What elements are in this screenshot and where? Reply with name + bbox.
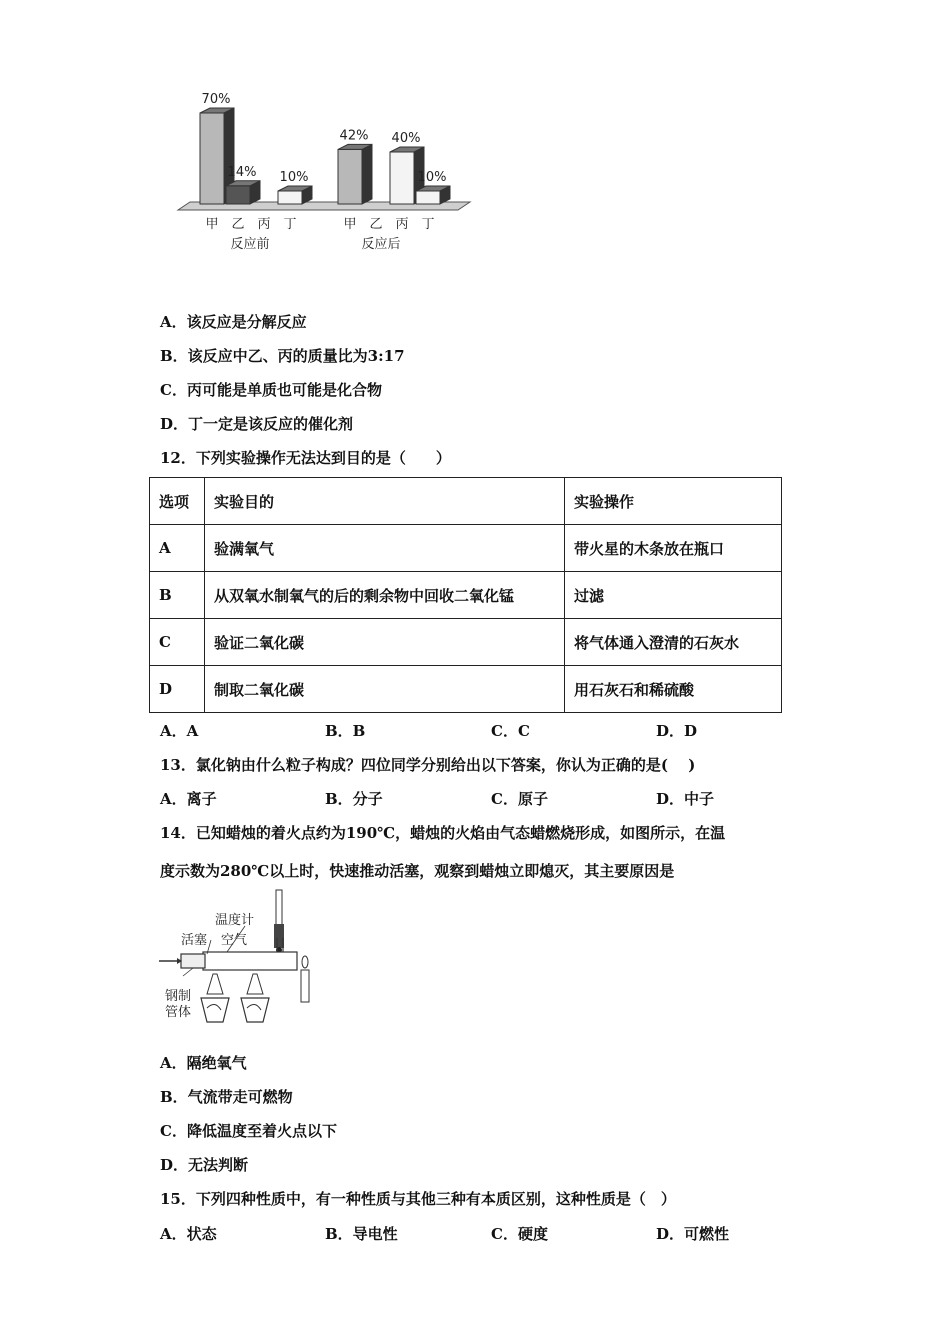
label-thermometer: 温度计 bbox=[215, 913, 255, 928]
bar bbox=[278, 186, 312, 204]
table-row bbox=[150, 666, 782, 713]
q15-option-d: D．可燃性 bbox=[656, 1225, 730, 1243]
q15-option-a: A．状态 bbox=[160, 1225, 217, 1243]
q12-option-b: B．B bbox=[325, 722, 366, 740]
bar-chart bbox=[170, 82, 480, 257]
row-key: A bbox=[150, 525, 205, 572]
row-operation: 将气体通入澄清的石灰水 bbox=[565, 619, 782, 666]
table-header-row bbox=[150, 478, 782, 525]
data-label: 40% bbox=[391, 131, 421, 146]
category-label: 丁 bbox=[283, 217, 297, 232]
row-purpose: 验证二氧化碳 bbox=[205, 619, 565, 666]
q15-stem: 15．下列四种性质中，有一种性质与其他三种有本质区别，这种性质是（ ） bbox=[160, 1190, 676, 1208]
experiment-table bbox=[149, 477, 782, 713]
q12-option-d: D．D bbox=[656, 722, 698, 740]
q13-option-d: D．中子 bbox=[656, 790, 715, 808]
q14-stem-line2: 度示数为280℃以上时，快速推动活塞，观察到蜡烛立即熄灭，其主要原因是 bbox=[160, 862, 675, 880]
group-label-after: 反应后 bbox=[361, 237, 401, 252]
bar bbox=[338, 144, 372, 204]
q15-option-c: C．硬度 bbox=[491, 1225, 548, 1243]
row-purpose: 从双氧水制氧气的后的剩余物中回收二氧化锰 bbox=[205, 572, 565, 619]
category-label: 甲 bbox=[343, 217, 357, 232]
q14-option-b: B．气流带走可燃物 bbox=[160, 1088, 293, 1106]
category-label: 丙 bbox=[257, 217, 271, 232]
q14-stem-line1: 14．已知蜡烛的着火点约为190℃，蜡烛的火焰由气态蜡燃烧形成，如图所示，在温 bbox=[160, 824, 726, 842]
category-label: 丁 bbox=[421, 217, 435, 232]
q12-option-c: C．C bbox=[491, 722, 530, 740]
q11-option-d: D．丁一定是该反应的催化剂 bbox=[160, 415, 354, 433]
row-key: C bbox=[150, 619, 205, 666]
row-key: B bbox=[150, 572, 205, 619]
row-purpose: 验满氧气 bbox=[205, 525, 565, 572]
q12-option-a: A．A bbox=[160, 722, 199, 740]
data-label: 10% bbox=[417, 170, 447, 185]
q13-stem: 13．氯化钠由什么粒子构成？四位同学分别给出以下答案，你认为正确的是( ) bbox=[160, 756, 696, 774]
label-tube-2: 管体 bbox=[165, 1005, 192, 1020]
data-label: 42% bbox=[339, 128, 369, 144]
q12-stem: 12．下列实验操作无法达到目的是（ ） bbox=[160, 449, 451, 467]
row-operation: 带火星的木条放在瓶口 bbox=[565, 525, 782, 572]
table-row bbox=[150, 572, 782, 619]
q15-option-b: B．导电性 bbox=[325, 1225, 398, 1243]
q13-option-a: A．离子 bbox=[160, 790, 217, 808]
bar bbox=[226, 181, 260, 204]
label-air: 空气 bbox=[221, 933, 248, 948]
category-label: 甲 bbox=[205, 217, 219, 232]
table-row bbox=[150, 525, 782, 572]
row-operation: 过滤 bbox=[565, 572, 782, 619]
table-row bbox=[150, 619, 782, 666]
q13-option-b: B．分子 bbox=[325, 790, 383, 808]
bar bbox=[416, 186, 450, 204]
q13-option-c: C．原子 bbox=[491, 790, 548, 808]
row-key: D bbox=[150, 666, 205, 713]
label-tube-1: 钢制 bbox=[165, 989, 192, 1004]
data-label: 10% bbox=[279, 170, 309, 185]
q11-option-b: B．该反应中乙、丙的质量比为3:17 bbox=[160, 347, 405, 365]
category-label: 丙 bbox=[395, 217, 409, 232]
group-label-before: 反应前 bbox=[230, 237, 270, 252]
q14-option-a: A．隔绝氧气 bbox=[160, 1054, 247, 1072]
header-purpose: 实验目的 bbox=[205, 478, 565, 525]
header-option: 选项 bbox=[150, 478, 205, 525]
category-label: 乙 bbox=[369, 217, 383, 232]
candle-apparatus-figure bbox=[155, 888, 325, 1036]
header-operation: 实验操作 bbox=[565, 478, 782, 525]
q11-option-a: A．该反应是分解反应 bbox=[160, 313, 307, 331]
row-purpose: 制取二氧化碳 bbox=[205, 666, 565, 713]
q14-option-c: C．降低温度至着火点以下 bbox=[160, 1122, 337, 1140]
category-label: 乙 bbox=[231, 217, 245, 232]
q11-option-c: C．丙可能是单质也可能是化合物 bbox=[160, 381, 382, 399]
data-label: 14% bbox=[227, 164, 257, 180]
q14-option-d: D．无法判断 bbox=[160, 1156, 249, 1174]
row-operation: 用石灰石和稀硫酸 bbox=[565, 666, 782, 713]
label-piston: 活塞 bbox=[181, 933, 208, 948]
data-label: 70% bbox=[201, 92, 231, 107]
